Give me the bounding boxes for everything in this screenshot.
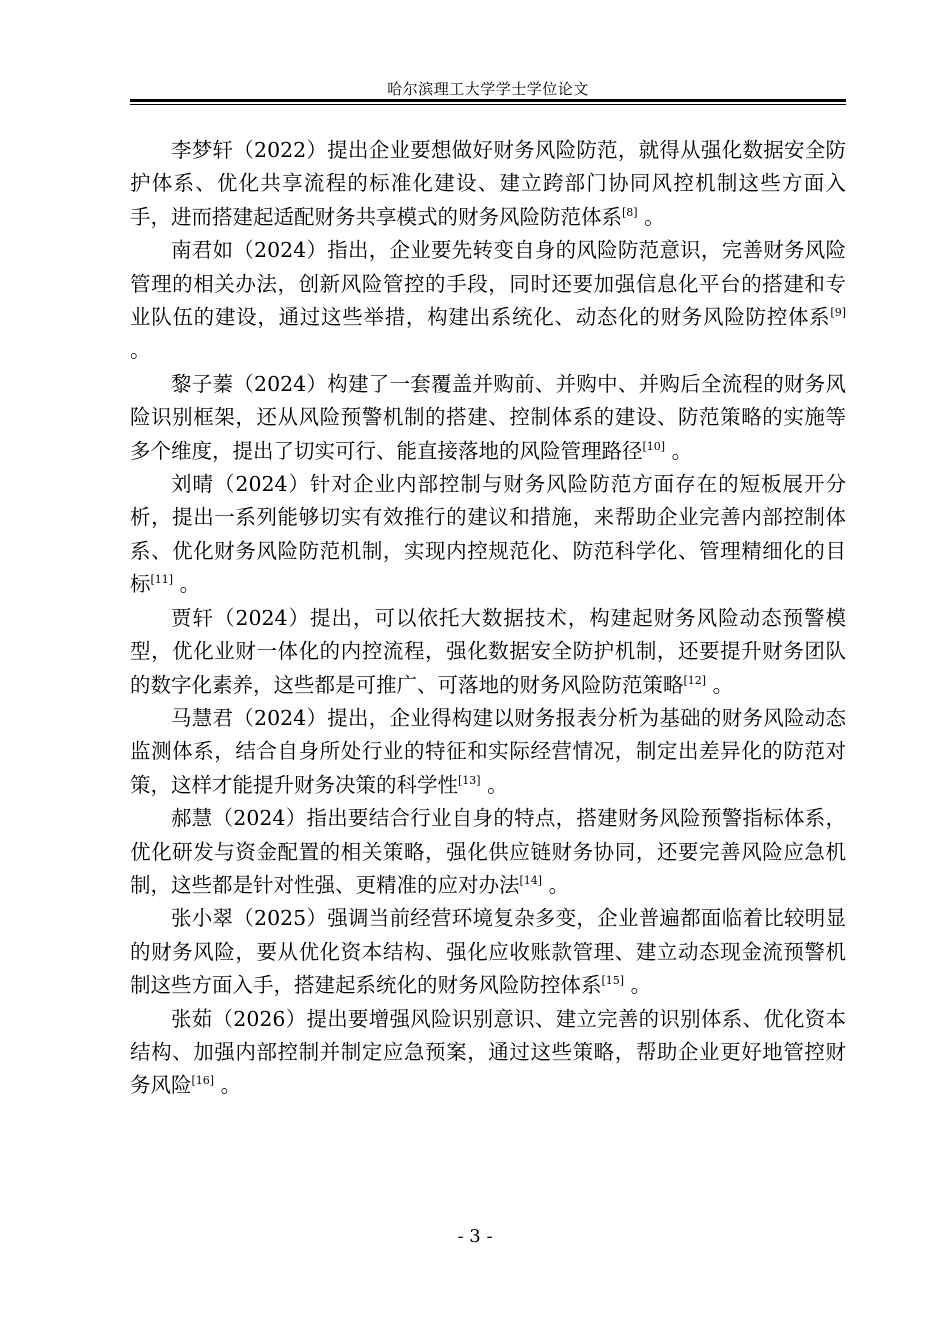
paragraph-end: 。 [130, 338, 151, 363]
citation-marker: [14] [519, 874, 543, 888]
paragraph-text: 刘晴（2024）针对企业内部控制与财务风险防范方面存在的短板展开分析，提出一系列能够切实有效推行的建议和措施，来帮助企业完善内部控制体系、优化财务风险防范机制，实现内控规范化、防范科学化、管理精细化的目标 [130, 472, 846, 597]
header-rule-thick [130, 99, 846, 102]
citation-marker: [9] [830, 306, 846, 320]
paragraph-text: 黎子蓁（2024）构建了一套覆盖并购前、并购中、并购后全流程的财务风险识别框架，还从风险预警机制的搭建、控制体系的建设、防范策略的实施等多个维度，提出了切实可行、能直接落地的风险管理路径 [130, 371, 846, 463]
paragraph-end: 。 [644, 204, 665, 229]
citation-marker: [15] [601, 974, 625, 988]
paragraph-end: 。 [630, 973, 652, 998]
paragraph-end: 。 [712, 672, 734, 697]
paragraph-text: 李梦轩（2022）提出企业要想做好财务风险防范，就得从强化数据安全防护体系、优化共享流程的标准化建设、建立跨部门协同风控机制这些方面入手，进而搭建起适配财务共享模式的财务风险防范体系 [130, 138, 846, 229]
paragraph-end: 。 [487, 772, 508, 797]
paragraph [130, 802, 846, 902]
paragraph-text: 马慧君（2024）提出，企业得构建以财务报表分析为基础的财务风险动态监测体系，结合自身所处行业的特征和实际经营情况，制定出差异化的防范对策，这样才能提升财务决策的科学性 [130, 705, 846, 797]
citation-marker: [8] [622, 205, 638, 219]
paragraph-end: 。 [220, 1073, 242, 1098]
citation-marker: [13] [458, 773, 481, 787]
paragraph-text: 张茹（2026）提出要增强风险识别意识、建立完善的识别体系、优化资本结构、加强内部控制并制定应急预案，通过这些策略，帮助企业更好地管控财务风险 [130, 1006, 846, 1098]
paragraph-end: 。 [671, 438, 693, 463]
paragraph [130, 468, 846, 602]
citation-marker: [16] [191, 1074, 215, 1088]
body-text [130, 134, 846, 1103]
paragraph-end: 。 [179, 572, 201, 597]
paragraph [130, 368, 846, 468]
paragraph [130, 234, 846, 368]
citation-marker: [10] [642, 439, 666, 453]
citation-marker: [11] [150, 573, 174, 587]
paragraph-end: 。 [548, 872, 570, 897]
paragraph-text: 南君如（2024）指出，企业要先转变自身的风险防范意识，完善财务风险管理的相关办法，创新风险管控的手段，同时还要加强信息化平台的搭建和专业队伍的建设，通过这些举措，构建出系统化、动态化的财务风险防控体系 [130, 238, 846, 330]
citation-marker: [12] [683, 673, 707, 687]
paragraph [130, 602, 846, 702]
paragraph-text: 贾轩（2024）提出，可以依托大数据技术，构建起财务风险动态预警模型，优化业财一体化的内控流程，强化数据安全防护机制，还要提升财务团队的数字化素养，这些都是可推广、可落地的财务风险防范策略 [130, 605, 846, 697]
paragraph-text: 张小翠（2025）强调当前经营环境复杂多变，企业普遍都面临着比较明显的财务风险，要从优化资本结构、强化应收账款管理、建立动态现金流预警机制这些方面入手，搭建起系统化的财务风险防控体系 [130, 906, 846, 998]
header-rule-thin [130, 104, 846, 105]
paragraph [130, 902, 846, 1002]
running-header: 哈尔滨理工大学学士学位论文 [387, 80, 589, 98]
paragraph [130, 702, 846, 802]
paragraph [130, 134, 846, 234]
paragraph-text: 郝慧（2024）指出要结合行业自身的特点，搭建财务风险预警指标体系，优化研发与资金配置的相关策略，强化供应链财务协同，还要完善风险应急机制，这些都是针对性强、更精准的应对办法 [130, 806, 846, 897]
page-number: - 3 - [457, 1226, 493, 1247]
paragraph [130, 1003, 846, 1103]
